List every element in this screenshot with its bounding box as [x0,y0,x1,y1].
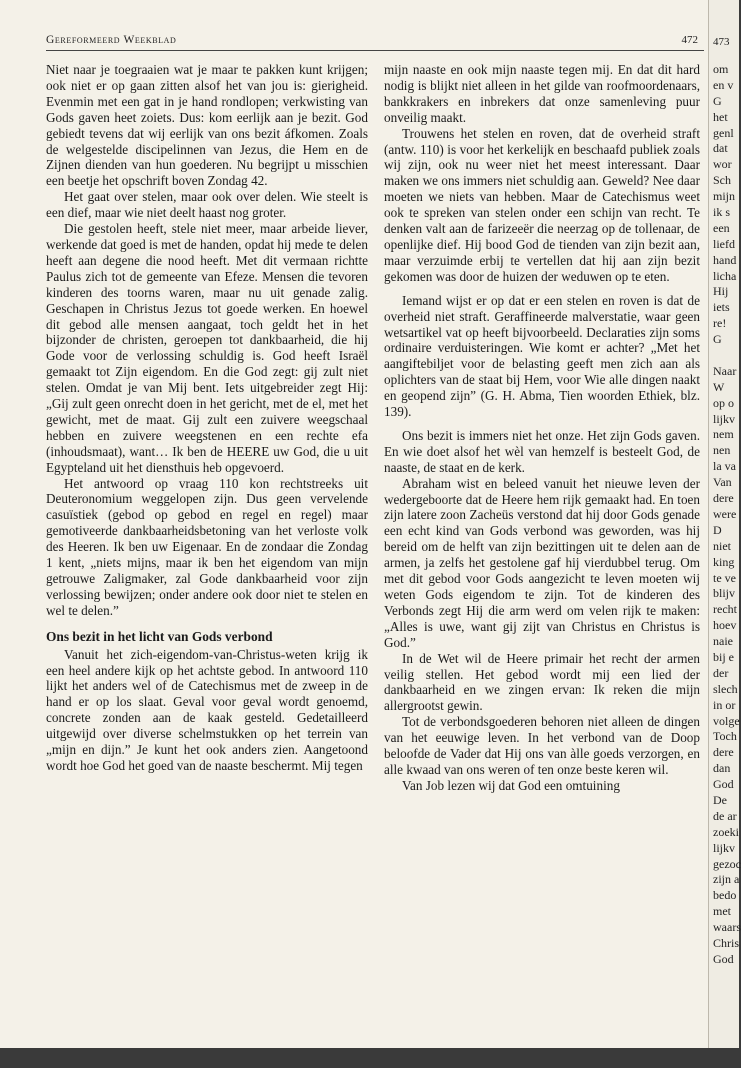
next-page-line: iets [713,300,730,315]
next-page-line: de ar [713,808,737,823]
next-page-line: ik s [713,205,731,220]
next-page-line: waars [713,920,741,935]
next-page-line: een [713,220,730,235]
next-page-line: W [713,379,725,394]
next-page-line: wor [713,157,732,172]
next-page-line: genl [713,125,734,140]
next-page-line: God [713,777,734,792]
next-page-line: bedo [713,888,737,903]
next-page-line: dat [713,141,728,156]
next-page-line: D [713,522,722,537]
next-page-line: G [713,93,722,108]
running-header [46,34,698,48]
next-page-line: en v [713,77,734,92]
next-page-line: volge [713,713,740,728]
next-page-line: dere [713,491,734,506]
next-page-line: Hij [713,284,729,299]
next-page-line: Sch [713,173,731,188]
page-number: 472 [681,34,698,46]
paragraph: Tot de verbondsgoederen behoren niet alleen de dingen van het eeuwige leven. In het verbond van de Doop beloofde de Vader dat Hij ons van àlle goeds verzorgen, en alle kwaad van ons weren of ten onze beste keren wil. [384,714,700,777]
next-page-line: king [713,554,735,569]
paragraph: Iemand wijst er op dat er een stelen en roven is dat de overheid niet straft. Geraffineerde malverstatie, waar geen wetsartikel vat op heeft bijvoorbeeld. Declaraties zijn soms ordinaire verduisteringen. Wie komt er achter? „Met het aangiftebiljet voor de belasting geeft men zich aan als oplichters van de staat bij Hem, voor Wie alle dingen naakt en geopend zijn” (G. H. Abma, Tien woorden Ethiek, blz. 139). [384,292,700,420]
right-column [384,62,700,794]
next-page-line: in or [713,697,736,712]
next-page-line: Van [713,475,732,490]
paragraph: Van Job lezen wij dat God een omtuining [402,777,620,793]
next-page-line: met [713,904,731,919]
next-page-line: nem [713,427,734,442]
next-page-line: lijkv [713,840,736,855]
paragraph: mijn naaste en ook mijn naaste tegen mij. En dat dit hard nodig is blijkt niet alleen in het gilde van roofmoordenaars, bankkrakers en inbrekers dat onze samenleving puur onveilig maakt. [384,62,700,125]
next-page-line: lijkv [713,411,736,426]
next-page-line [713,348,741,364]
next-page-line: hand [713,252,737,267]
next-page-number: 473 [713,36,730,48]
next-page-line: la va [713,459,736,474]
next-page-line: nen [713,443,731,458]
next-page-line: zoeki [713,824,739,839]
next-page-line: te ve [713,570,736,585]
next-page-line: G [713,332,722,347]
next-page-line: het [713,109,728,124]
section-heading: Ons bezit in het licht van Gods verbond [46,628,273,644]
next-page-line: liefd [713,236,735,251]
paragraph: Ons bezit is immers niet het onze. Het zijn Gods gaven. En wie doet alsof het wèl van hemzelf is besteelt God, de naaste, de staat en de kerk. [384,427,700,475]
next-page-line: Toch [713,729,737,744]
left-column [46,62,368,774]
paragraph: Die gestolen heeft, stele niet meer, maar arbeide liever, werkende dat goed is met de handen, opdat hij mede te delen heeft aan degene die nood heeft. Met dit vermaan richtte Paulus zich tot de gemeente van Efeze. Mensen die tevoren kinderen des toorns waren, maar nu uit genade zalig. Geschapen in Christus Jezus tot goede werken. En hoewel dit gebod alle mensen aangaat, toch geldt het in het bijzonder de christen, geroepen tot dankbaarheid, die hij Gode voor de verlossing schuldig is. God heeft Israël gemaakt tot Zijn eigendom. En die God zegt: gij zult niet stelen. Omdat je van Mij bent. Iets uitgebreider zegt Hij: „Gij zult geen onrecht doen in het gericht, met de el, met het gewicht, met de maat. Gij zult een zuivere weegschaal hebben en zuivere weegstenen en een rechte efa (inhoudsmaat), want… Ik ben de HEERE uw God, die u uit Egypteland uit het diensthuis heb opgevoerd. [46,221,368,475]
next-page-line: hoev [713,618,737,633]
next-page-line: De [713,792,727,807]
next-page-line: der [713,665,729,680]
next-page-line: licha [713,268,737,283]
paragraph: Het antwoord op vraag 110 kon rechtstreeks uit Deuteronomium weggelopen zijn. Dus geen vervelende casuïstiek (gebod op gebod en regel en regel) maar gemotiveerde dankbaarheidsbetoning van het verloste volk des Heeren. Ik ben uw Eigenaar. En de zondaar die Zondag 1 kent, „niets mijns, maar ik ben het eigendom van mijn getrouwe Zaligmaker, zal Gode dankbaarheid voor zijn verlossing bewijzen; onder andere ook door niet te stelen en wel te delen.” [46,475,368,618]
adjacent-page-edge [708,0,739,1048]
next-page-line: God [713,951,734,966]
next-page-line: Naar [713,363,737,378]
next-page-line: mijn [713,189,736,204]
next-page-line: recht [713,602,737,617]
next-page-line: blijv [713,586,736,601]
paragraph: Niet naar je toegraaien wat je maar te pakken kunt krijgen; ook niet er op gaan zitten alsof het van jou is: gierigheid. Evenmin met een gat in je hand rondlopen; verkwisting van Gods gaven heet zoiets. Dus: kom eerlijk aan je bezit. God gebiedt tevens dat wij eerlijk van ons bezit áfkomen. Zoals de welgestelde discipelinnen van Jezus, die Hem en de Zijnen dienden van hun goederen. Nu begrijpt u misschien een beetje het opschrift boven Zondag 42. [46,62,368,189]
header-rule [46,50,704,51]
next-page-line: slech [713,681,738,696]
paragraph: Het gaat over stelen, maar ook over delen. Wie steelt is een dief, maar wie niet deelt haast nog groter. [46,189,368,221]
next-page-line: naie [713,634,733,649]
next-page-line: zijn a [713,872,740,887]
next-page-text [713,62,741,968]
publication-title: Gereformeerd Weekblad [46,34,177,46]
next-page-line: op o [713,395,734,410]
next-page-line: om [713,62,729,76]
paragraph: Trouwens het stelen en roven, dat de overheid straft (antw. 110) is voor het kerkelijk en beschaafd publiek zoals wij zijn, ook nu weer niet het meest interessant. Daar maken we ons immers niet schuldig aan. Geweld? Nee daar moeten we niets van hebben. Maar de Catechismus weet ook te spreken van stelen onder een schijn van recht. Te denken valt aan de farizeeër die neerzag op de tollenaar, de openlijke dief. Hij bood God de tienden van zijn bezit aan, maar verzuimde erbij te vertellen dat hij aan zijn bezit gekomen was door de huizen der weduwen op te eten. [384,125,700,284]
next-page-line: gezoc [713,856,741,871]
paragraph: In de Wet wil de Heere primair het recht der armen veilig stellen. Het gebod wordt mij een lied der dankbaarheid en we zingen ervan: Ik reken die mijn allergrootst gewin. [384,650,700,714]
next-page-line: bij e [713,649,734,664]
next-page-line: re! [713,316,727,331]
next-page-line: niet [713,538,731,553]
next-page-line: dere [713,745,734,760]
paragraph: Abraham wist en beleed vanuit het nieuwe leven der wedergeboorte dat de Heere hem rijk gemaakt had. En toen zijn latere zoon Zacheüs verstond dat hij door Gods genade een echt kind van Gods verbond was geworden, was hij bereid om de helft van zijn bezittingen uit te delen aan de armen, ja zelfs het gestolene gaf hij vierdubbel terug. Om met dit gebod voor Gods aangezicht te leven moeten wij weten Gods eigendom te zijn. Tot de kinderen des Verbonds zegt Hij die arm werd om velen rijk te maken: „Alles is uwe, want gij zijt van Christus en Christus is God.” [384,475,700,650]
next-page-line: dan [713,761,731,776]
next-page-line: were [713,506,737,521]
next-page-line: Chris [713,935,740,950]
paragraph: Vanuit het zich-eigendom-van-Christus-weten krijg ik een heel andere kijk op het achtste gebod. In antwoord 110 lijkt het anders wel of de Catechismus met de zweep in de hand er op los slaat. Geval voor geval wordt genoemd, concrete zonden aan de kaak gesteld. Gedetailleerd uitgewijd over diverse schelmstukken op het terrein van „mijn en dijn.” Je kunt het ook anders zien. Aangetoond wordt hoe God het goed van de naaste beschermt. Mij tegen [46,646,368,773]
